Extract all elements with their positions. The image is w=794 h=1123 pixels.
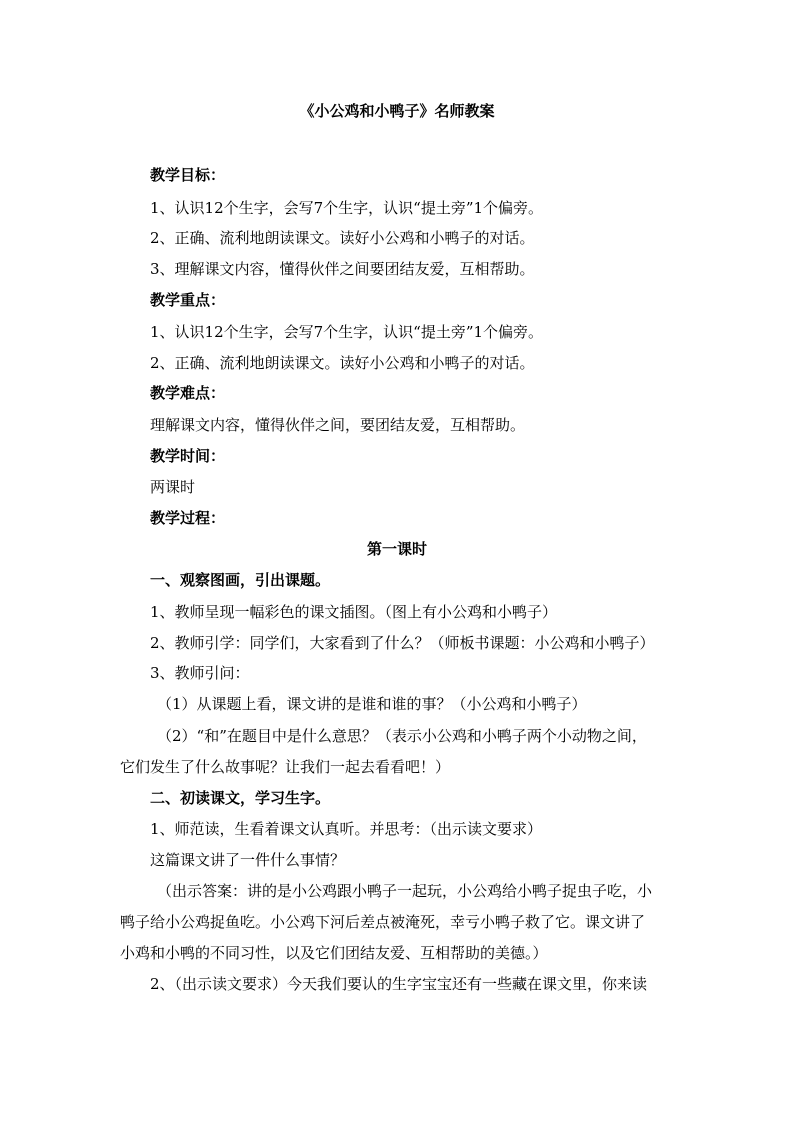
lesson-heading-first: 第一课时 (366, 540, 427, 558)
process-line-9: （出示答案：讲的是小公鸡跟小鸭子一起玩，小公鸡给小鸭子捉虫子吃，小 (157, 882, 653, 900)
process-line-6: 它们发生了什么故事呢？让我们一起去看看吧！） (120, 758, 451, 776)
heading-key-points: 教学重点： (150, 291, 226, 309)
process-line-11: 小鸡和小鸭的不同习性，以及它们团结友爱、互相帮助的美德。） (120, 944, 548, 962)
process-line-3: 3、教师引问： (150, 664, 250, 682)
section-heading-1: 一、观察图画，引出课题。 (150, 571, 331, 589)
process-line-10: 鸭子给小公鸡捉鱼吃。小公鸡下河后差点被淹死，幸亏小鸭子救了它。课文讲了 (120, 913, 646, 931)
document-title: 《小公鸡和小鸭子》名师教案 (299, 102, 495, 120)
heading-difficulties: 教学难点： (150, 384, 226, 402)
heading-teaching-process: 教学过程： (150, 509, 226, 527)
process-line-12: 2、（出示读文要求）今天我们要认的生字宝宝还有一些藏在课文里，你来读 (150, 975, 648, 993)
key-point-2: 2、正确、流利地朗读课文。读好小公鸡和小鸭子的对话。 (150, 354, 535, 372)
teaching-time-text: 两课时 (150, 478, 196, 496)
heading-teaching-time: 教学时间： (150, 447, 226, 465)
process-line-7: 1、师范读，生看着课文认真听。并思考：（出示读文要求） (150, 820, 543, 838)
process-line-8: 这篇课文讲了一件什么事情？ (150, 851, 346, 869)
difficulty-text: 理解课文内容，懂得伙伴之间，要团结友爱，互相帮助。 (150, 416, 526, 434)
process-line-5: （2）“和”在题目中是什么意思？（表示小公鸡和小鸭子两个小动物之间， (157, 727, 647, 745)
heading-teaching-goals: 教学目标： (150, 166, 226, 184)
section-heading-2: 二、初读课文，学习生字。 (150, 789, 331, 807)
process-line-2: 2、教师引学：同学们，大家看到了什么？（师板书课题：小公鸡和小鸭子） (150, 634, 655, 652)
process-line-1: 1、教师呈现一幅彩色的课文插图。（图上有小公鸡和小鸭子） (150, 603, 558, 621)
goal-item-2: 2、正确、流利地朗读课文。读好小公鸡和小鸭子的对话。 (150, 229, 535, 247)
key-point-1: 1、认识12个生字，会写7个生字，认识“提土旁”1个偏旁。 (150, 323, 544, 341)
process-line-4: （1）从课题上看，课文讲的是谁和谁的事？（小公鸡和小鸭子） (157, 695, 587, 713)
goal-item-3: 3、理解课文内容，懂得伙伴之间要团结友爱，互相帮助。 (150, 260, 535, 278)
goal-item-1: 1、认识12个生字，会写7个生字，认识“提土旁”1个偏旁。 (150, 199, 544, 217)
